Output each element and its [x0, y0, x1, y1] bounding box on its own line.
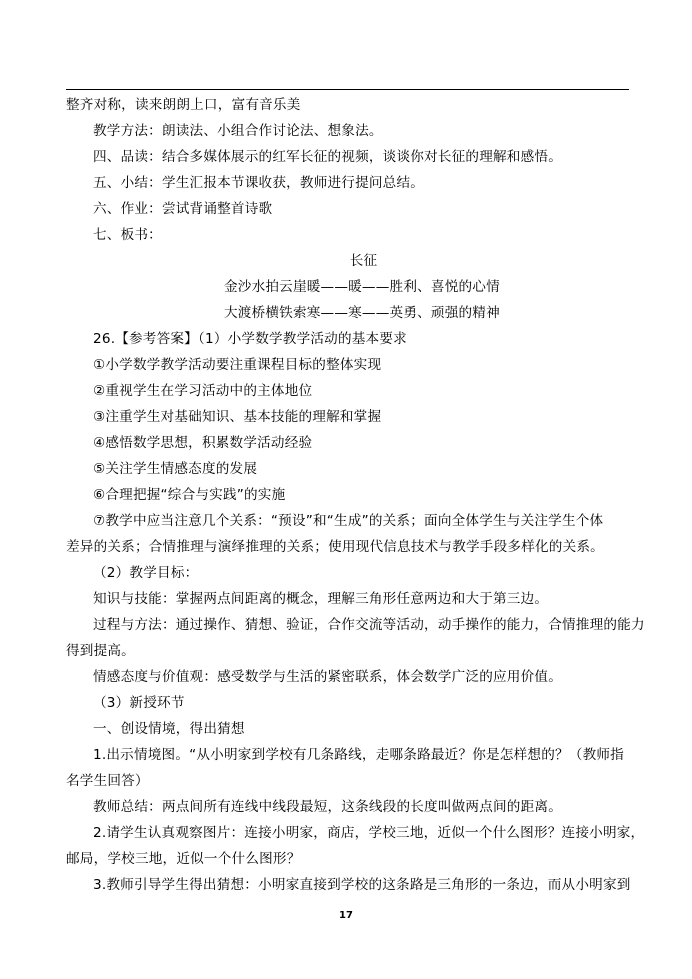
text-line: 六、作业：尝试背诵整首诗歌: [93, 201, 273, 217]
text-line: 教学方法：朗读法、小组合作讨论法、想象法。: [93, 123, 383, 139]
text-line: ⑦教学中应当注意几个关系：“预设”和“生成”的关系；面向全体学生与关注学生个体: [93, 513, 604, 529]
text-line: ①小学数学教学活动要注重课程目标的整体实现: [93, 357, 382, 373]
text-line: 过程与方法：通过操作、猜想、验证，合作交流等活动，动手操作的能力，合情推理的能力: [93, 617, 645, 633]
text-line: 四、品读：结合多媒体展示的红军长征的视频，谈谈你对长征的理解和感悟。: [93, 149, 562, 165]
text-line: ⑤关注学生情感态度的发展: [93, 461, 258, 477]
answer-heading: 26.【参考答案】（1）小学数学教学活动的基本要求: [93, 331, 407, 347]
text-line: 3.教师引导学生得出猜想：小明家直接到学校的这条路是三角形的一条边，而从小明家到: [93, 877, 631, 893]
text-line: ④感悟数学思想，积累数学活动经验: [93, 435, 313, 451]
text-line: 差异的关系；合情推理与演绎推理的关系；使用现代信息技术与教学手段多样化的关系。: [66, 539, 604, 555]
blackboard-line: 大渡桥横铁索寒——寒——英勇、顽强的精神: [224, 305, 500, 321]
blackboard-title: 长征: [349, 253, 378, 269]
text-line: 1.出示情境图。“从小明家到学校有几条路线，走哪条路最近？你是怎样想的？（教师指: [93, 747, 624, 763]
text-line: 得到提高。: [66, 643, 135, 659]
text-line: 情感态度与价值观：感受数学与生活的紧密联系，体会数学广泛的应用价值。: [93, 669, 562, 685]
header-rule: [66, 89, 629, 90]
text-line: 教师总结：两点间所有连线中线段最短，这条线段的长度叫做两点间的距离。: [93, 799, 562, 815]
text-line: 名学生回答）: [66, 773, 149, 789]
section-heading: （3）新授环节: [93, 695, 185, 711]
text-line: ②重视学生在学习活动中的主体地位: [93, 383, 313, 399]
blackboard-line: 金沙水拍云崖暖——暖——胜利、喜悦的心情: [224, 279, 500, 295]
section-heading: （2）教学目标：: [93, 565, 199, 581]
text-line: 整齐对称，读来朗朗上口，富有音乐美: [66, 97, 301, 113]
text-line: 2.请学生认真观察图片：连接小明家，商店，学校三地，近似一个什么图形？连接小明家，: [93, 825, 645, 841]
text-line: 五、小结：学生汇报本节课收获，教师进行提问总结。: [93, 175, 425, 191]
text-line: ③注重学生对基础知识、基本技能的理解和掌握: [93, 409, 382, 425]
text-line: 一、创设情境，得出猜想: [93, 721, 245, 737]
text-line: 知识与技能：掌握两点间距离的概念，理解三角形任意两边和大于第三边。: [93, 591, 549, 607]
text-line: 七、板书：: [93, 227, 162, 243]
text-line: ⑥合理把握“综合与实践”的实施: [93, 487, 286, 503]
text-line: 邮局，学校三地，近似一个什么图形？: [66, 851, 301, 867]
page-number: 17: [339, 910, 353, 921]
document-body: [66, 92, 645, 898]
